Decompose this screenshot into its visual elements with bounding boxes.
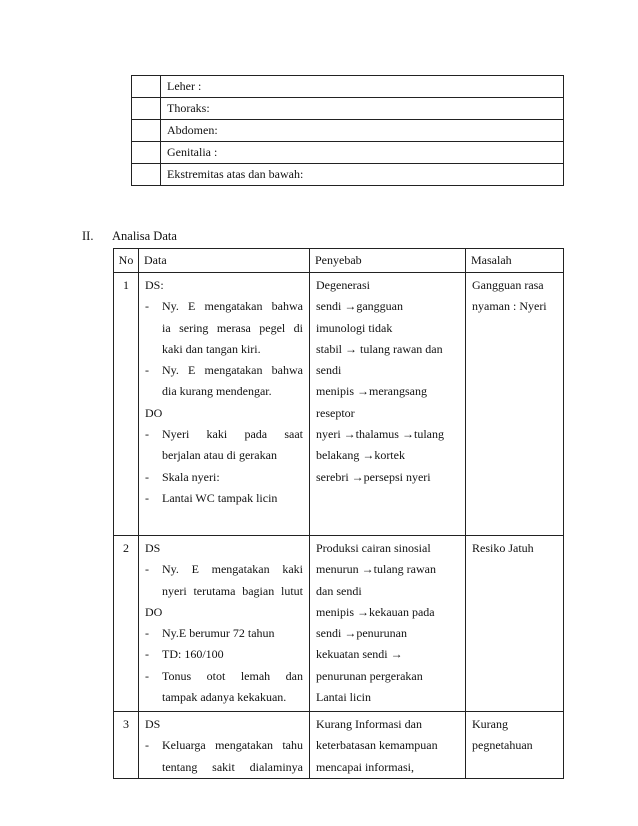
list-item: - Skala nyeri: (145, 469, 220, 484)
penyebab-line: stabil → tulang rawan dan (316, 341, 443, 356)
exam-genitalia: Genitalia : (161, 142, 564, 164)
list-item: - Nyeri kaki pada saat (145, 427, 303, 442)
penyebab-line: mencapai informasi, (316, 759, 414, 774)
list-item-continuation: nyeri terutama bagian lutut (162, 583, 303, 598)
penyebab-line: serebri →persepsi nyeri (316, 469, 431, 484)
list-item: - Ny. E mengatakan bahwa (145, 299, 303, 314)
list-item: - Lantai WC tampak licin (145, 490, 278, 505)
physical-exam-table (131, 75, 564, 186)
penyebab-line: sendi →gangguan (316, 299, 403, 314)
data-cell (139, 273, 310, 536)
analysis-table (113, 248, 564, 779)
ds-label: DS (145, 541, 161, 555)
table-row (132, 142, 564, 164)
list-item-continuation: dia kurang mendengar. (162, 384, 272, 399)
do-label: DO (145, 405, 163, 420)
penyebab-cell (310, 712, 466, 779)
masalah-line: Resiko Jatuh (472, 541, 534, 555)
exam-thoraks: Thoraks: (161, 98, 564, 120)
header-masalah: Masalah (466, 249, 564, 273)
row-number: 2 (114, 536, 139, 712)
do-label: DO (145, 604, 163, 619)
header-no: No (114, 249, 139, 273)
list-item: - Ny. E mengatakan bahwa (145, 363, 303, 378)
exam-leher: Leher : (161, 76, 564, 98)
masalah-line: Gangguan rasa (472, 278, 544, 292)
table-row (114, 273, 564, 536)
list-item: - Ny.E berumur 72 tahun (145, 626, 275, 641)
section-title: Analisa Data (112, 229, 177, 243)
ds-label: DS (145, 717, 161, 731)
penyebab-line: nyeri →thalamus →tulang (316, 427, 444, 442)
list-item-continuation: kaki dan tangan kiri. (162, 341, 261, 356)
penyebab-line: menipis →kekauan pada (316, 604, 435, 619)
row-number: 1 (114, 273, 139, 536)
list-item-continuation: tentang sakit dialaminya (162, 759, 303, 774)
data-cell (139, 536, 310, 712)
penyebab-line: keterbatasan kemampuan (316, 738, 438, 753)
penyebab-line: penurunan pergerakan (316, 668, 423, 683)
data-cell (139, 712, 310, 779)
table-header-row (114, 249, 564, 273)
penyebab-line: dan sendi (316, 583, 362, 598)
table-row (132, 98, 564, 120)
table-row (132, 120, 564, 142)
header-penyebab: Penyebab (310, 249, 466, 273)
table-row (132, 76, 564, 98)
penyebab-line: Kurang Informasi dan (316, 717, 422, 731)
penyebab-line: menurun →tulang rawan (316, 562, 436, 577)
ds-label: DS: (145, 278, 164, 292)
penyebab-line: reseptor (316, 405, 355, 420)
penyebab-line: belakang →kortek (316, 448, 405, 463)
masalah-line: nyaman : Nyeri (472, 299, 547, 314)
exam-ekstremitas: Ekstremitas atas dan bawah: (161, 164, 564, 186)
section-number: II. (82, 229, 94, 243)
penyebab-line: menipis →merangsang (316, 384, 427, 399)
list-item: - Keluarga mengatakan tahu (145, 738, 303, 753)
penyebab-line: kekuatan sendi → (316, 647, 403, 662)
table-row (132, 164, 564, 186)
masalah-line: pegnetahuan (472, 738, 533, 753)
masalah-line: Kurang (472, 717, 508, 731)
list-item: - Tonus otot lemah dan (145, 668, 303, 683)
penyebab-line: Produksi cairan sinosial (316, 541, 431, 555)
penyebab-line: sendi →penurunan (316, 626, 407, 641)
list-item: - TD: 160/100 (145, 647, 224, 662)
masalah-cell (466, 273, 564, 536)
penyebab-cell (310, 536, 466, 712)
list-item-continuation: berjalan atau di gerakan (162, 448, 277, 463)
penyebab-cell (310, 273, 466, 536)
table-row (114, 712, 564, 779)
penyebab-line: Degenerasi (316, 278, 370, 292)
header-data: Data (139, 249, 310, 273)
masalah-cell (466, 536, 564, 712)
list-item: - Ny. E mengatakan kaki (145, 562, 303, 577)
table-row (114, 536, 564, 712)
exam-abdomen: Abdomen: (161, 120, 564, 142)
section-heading (82, 229, 177, 244)
penyebab-line: Lantai licin (316, 690, 371, 705)
penyebab-line: imunologi tidak (316, 320, 393, 335)
list-item-continuation: ia sering merasa pegel di (162, 320, 303, 335)
penyebab-line: sendi (316, 363, 342, 378)
list-item-continuation: tampak adanya kekakuan. (162, 690, 287, 705)
row-number: 3 (114, 712, 139, 779)
masalah-cell (466, 712, 564, 779)
